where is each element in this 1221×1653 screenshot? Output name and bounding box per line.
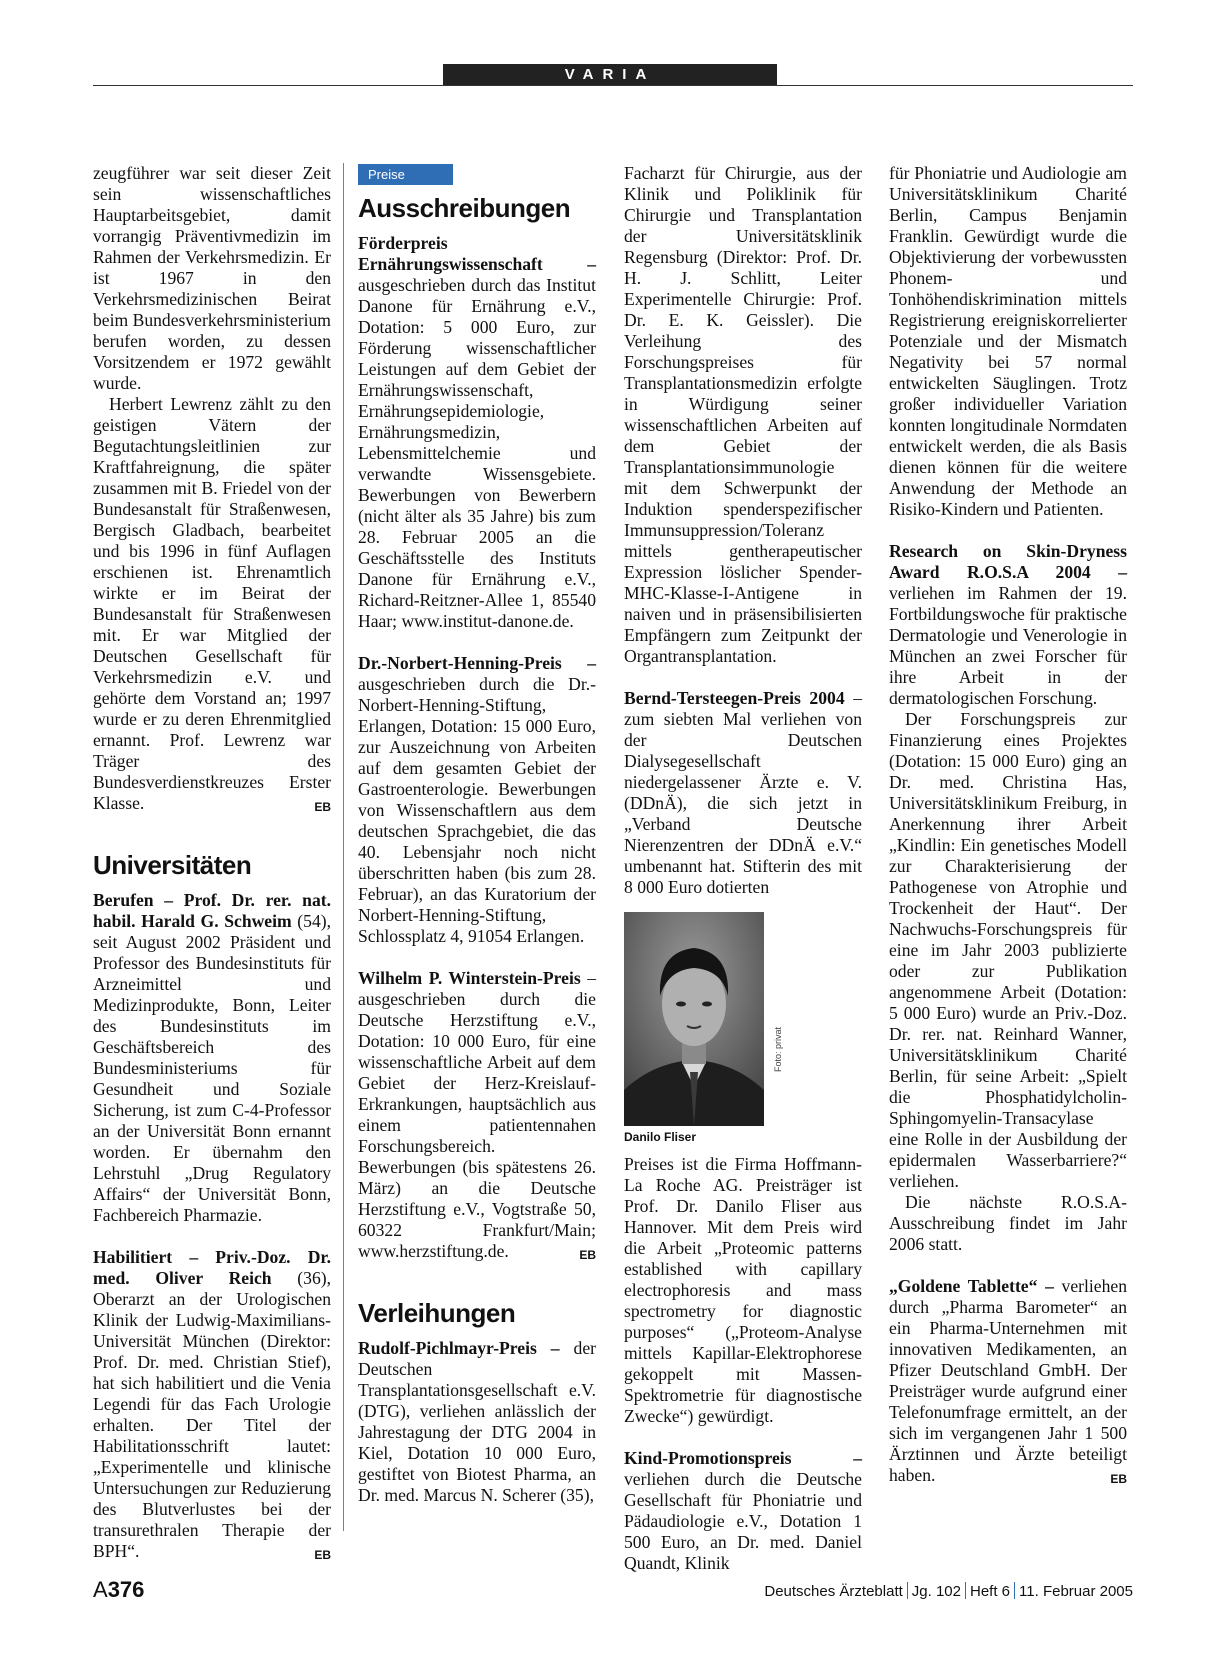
pichlmayr-title: Rudolf-Pichlmayr-Preis –: [358, 1338, 560, 1358]
page-number-value: 376: [107, 1577, 145, 1602]
page-prefix: A: [93, 1577, 108, 1602]
rosa-entry: [889, 541, 1127, 709]
henning-title: Dr.-Norbert-Henning-Preis –: [358, 653, 596, 673]
column-4: [889, 163, 1127, 1490]
portrait-image: [624, 912, 764, 1126]
photo-caption: Danilo Fliser: [624, 1130, 697, 1144]
journal-volume: Jg. 102: [911, 1583, 961, 1600]
habilitiert-entry: [93, 1247, 331, 1562]
portrait-photo: [624, 912, 764, 1126]
foerderpreis-title: Förderpreis Ernährungswissenschaft –: [358, 233, 596, 274]
rosa-title: Research on Skin-Dryness Award R.O.S.A 2004 –: [889, 541, 1127, 582]
fliser-text: Preises ist die Firma Hoffmann-La Roche AG. Preisträger ist Prof. Dr. Danilo Fliser aus Hannover. Mit dem Preis wird die Arbeit „Proteomic patterns established with capillary electrophoresis and mass spectrometry for diagnostic purposes“ („Proteom-Analyse mittels Kapillar-Elektrophorese gekoppelt mit Massen-Spektrometrie für diagnostische Zwecke“) gewürdigt.: [624, 1154, 862, 1426]
foerderpreis-entry: [358, 233, 596, 632]
foerderpreis-body: ausgeschrieben durch das Institut Danone für Ernährung e.V., Dotation: 5 000 Euro, zur Förderung wissenschaftlicher Leistungen auf dem Gebiet der Ernährungswissenschaft, Ernährungsepidemiologie, Ernährungsmedizin, Lebensmittelchemie und verwandte Wissensgebiete. Bewerbungen von Bewerbern (nicht älter als 35 Jahre) bis zum 28. Februar 2005 an die Geschäftsstelle des Instituts Danone für Ernährung e.V., Richard-Reitzner-Allee 1, 85540 Haar; www.institut-danone.de.: [358, 275, 596, 631]
habilitiert-title: Habilitiert – Priv.-Doz. Dr. med. Oliver Reich: [93, 1247, 331, 1288]
kind-promotionspreis-entry: [624, 1448, 862, 1574]
winterstein-entry: [358, 968, 596, 1262]
footer-separator: [907, 1582, 908, 1599]
footer-separator: [965, 1582, 966, 1599]
rosa-next: Die nächste R.O.S.A-Ausschreibung findet im Jahr 2006 statt.: [889, 1192, 1127, 1254]
tersteegen-title: Bernd-Tersteegen-Preis 2004: [624, 688, 845, 708]
tersteegen-body: – zum siebten Mal verliehen von der Deutschen Dialysegesellschaft niedergelassener Ärzte e. V. (DDnÄ), die sich jetzt in „Verband Deutsche Nierenzentren der DDnÄ e.V.“ umbenannt hat. Stifterin des mit 8 000 Euro dotierten: [624, 688, 862, 897]
journal-issue: Heft 6: [970, 1583, 1011, 1600]
author-initials: EB: [579, 1248, 596, 1262]
author-initials: EB: [314, 800, 331, 814]
goldene-tablette-entry: [889, 1276, 1127, 1486]
quandt-text: für Phoniatrie und Audiologie am Universitätsklinikum Charité Berlin, Campus Benjamin Franklin. Gewürdigt wurde die Objektivierung der vorbewussten Phonem- und Tonhöhendiskrimination mittels Registrierung ereigniskorrelierter Potenziale und der Mismatch Negativity bei 57 normal entwickelten Säuglingen. Trotz großer individueller Variation konnten longitudinale Normdaten entwickelt werden, die als Basis dienen können für die weitere Anwendung der Methode an Risiko-Kindern und Patienten.: [889, 163, 1127, 519]
lewrenz-text-2-body: Herbert Lewrenz zählt zu den geistigen Vätern der Begutachtungsleitlinien zur Kraftfahreignung, die später zusammen mit B. Friedel von der Bundesanstalt für Straßenwesen, Bergisch Gladbach, bearbeitet und bis 1996 in fünf Auflagen erschienen ist. Ehrenamtlich wirkte er im Beirat der Bundesanstalt für Straßenwesen mit. Er war Mitglied der Deutschen Gesellschaft für Verkehrsmedizin e.V. und gehörte dem Vorstand an; 1997 wurde er zu deren Ehrenmitglied ernannt. Prof. Lewrenz war Träger des Bundesverdienstkreuzes Erster Klasse.: [93, 394, 331, 813]
rosa-details: Der Forschungspreis zur Finanzierung eines Projektes (Dotation: 15 000 Euro) ging an Dr. med. Christina Has, Universitätsklinikum Freiburg, in Anerkennung ihrer Arbeit „Kindlin: Ein genetisches Modell zur Charakterisierung der Pathogenese von Atrophie und Trockenheit der Haut“. Der Nachwuchs-Forschungspreis für eine im Jahr 2003 publizierte oder zur Publikation angenommene Arbeit (Dotation: 5 000 Euro) wurde an Priv.-Doz. Dr. rer. nat. Reinhard Wanner, Universitätsklinikum Charité Berlin, für seine Arbeit: „Spielt die Phosphatidylcholin-Sphingomyelin-Transacylase eine Rolle in der Ausbildung der epidermalen Wasserbarriere?“ verliehen.: [889, 709, 1127, 1191]
heading-universitaeten: Universitäten: [93, 850, 252, 880]
section-header: VARIA: [443, 64, 777, 85]
journal-date: 11. Februar 2005: [1019, 1583, 1133, 1600]
footer-separator: [1014, 1582, 1015, 1599]
column-divider: [343, 163, 344, 1531]
heading-verleihungen: Verleihungen: [358, 1298, 516, 1328]
lewrenz-text-2: [93, 394, 331, 814]
berufen-entry: [93, 890, 331, 1226]
pichlmayr-body: der Deutschen Transplantationsgesellschaft e.V. (DTG), verliehen anlässlich der Jahrestagung der DTG 2004 in Kiel, Dotation 10 000 Euro, gestiftet von Biotest Pharma, an Dr. med. Marcus N. Scherer (35),: [358, 1338, 596, 1505]
author-initials: EB: [1110, 1472, 1127, 1486]
winterstein-body: – ausgeschrieben durch die Deutsche Herzstiftung e.V., Dotation: 10 000 Euro, für eine wissenschaftliche Arbeit auf dem Gebiet der Herz-Kreislauf-Erkrankungen, hauptsächlich aus einem patientennahen Forschungsbereich. Bewerbungen (bis spätestens 26. März) an die Deutsche Herzstiftung e.V., Vogtstraße 50, 60322 Frankfurt/Main; www.herzstiftung.de.: [358, 968, 596, 1261]
goldene-tablette-body: verliehen durch „Pharma Barometer“ an ein Pharma-Unternehmen mit innovativen Medikamenten, an Pfizer Deutschland GmbH. Der Preisträger wurde aufgrund einer Telefonumfrage ermittelt, an der sich im vergangenen Jahr 1 500 Ärztinnen und Ärzte beteiligt haben.: [889, 1276, 1127, 1485]
footer-citation: [764, 1582, 1133, 1600]
habilitiert-body: (36), Oberarzt an der Urologischen Klinik der Ludwig-Maximilians-Universität München (Direktor: Prof. Dr. med. Christian Stief), hat sich habilitiert und die Venia Legendi für das Fach Urologie erhalten. Der Titel der Habilitationsschrift lautet: „Experimentelle und klinische Untersuchungen zur Reduzierung des Blutverlustes bei der transurethralen Therapie der BPH“.: [93, 1268, 331, 1561]
winterstein-title: Wilhelm P. Winterstein-Preis: [358, 968, 581, 988]
henning-entry: [358, 653, 596, 947]
column-3: [624, 163, 862, 1574]
heading-ausschreibungen: Ausschreibungen: [358, 193, 571, 223]
column-2: [358, 163, 596, 1506]
page-number: [93, 1577, 144, 1603]
henning-body: ausgeschrieben durch die Dr.-Norbert-Henning-Stiftung, Erlangen, Dotation: 15 000 Euro, zur Auszeichnung von Arbeiten auf dem gesamten Gebiet der Gastroenterologie. Bewerbungen von Wissenschaftlern aus dem deutschen Sprachgebiet, die das 40. Lebensjahr noch nicht überschritten haben (bis zum 28. Februar), an das Kuratorium der Norbert-Henning-Stiftung, Schlossplatz 4, 91054 Erlangen.: [358, 674, 596, 946]
goldene-tablette-title: „Goldene Tablette“ –: [889, 1276, 1054, 1296]
lewrenz-text-1: zeugführer war seit dieser Zeit sein wissenschaftliches Hauptarbeitsgebiet, damit vorrangig Präventivmedizin im Rahmen der Verkehrsmedizin. Er ist 1967 in den Verkehrsmedizinischen Beirat beim Bundesverkehrsministerium berufen worden, zu dessen Vorsitzendem er 1972 gewählt wurde.: [93, 163, 331, 393]
category-tag-preise: Preise: [358, 164, 453, 185]
rosa-body: verliehen im Rahmen der 19. Fortbildungswoche für praktische Dermatologie und Venerologie in München an zwei Forscher für ihre Arbeit in der dermatologischen Forschung.: [889, 583, 1127, 708]
author-initials: EB: [314, 1548, 331, 1562]
header-rule: [93, 85, 1133, 86]
pichlmayr-entry: [358, 1338, 596, 1506]
kind-promotionspreis-body: verliehen durch die Deutsche Gesellschaft für Phoniatrie und Pädaudiologie e.V., Dotation 1 500 Euro, an Dr. med. Daniel Quandt, Klinik: [624, 1469, 862, 1573]
portrait-figure: [624, 912, 862, 1146]
journal-name: Deutsches Ärzteblatt: [764, 1583, 903, 1600]
berufen-title: Berufen – Prof. Dr. rer. nat. habil. Harald G. Schweim: [93, 890, 331, 931]
scherer-text: Facharzt für Chirurgie, aus der Klinik und Poliklinik für Chirurgie und Transplantation der Universitätsklinik Regensburg (Direktor: Prof. Dr. H. J. Schlitt, Leiter Experimentelle Chirurgie: Prof. Dr. E. K. Geissler). Die Verleihung des Forschungspreises für Transplantationsmedizin erfolgte in Würdigung seiner wissenschaftlichen Arbeiten auf dem Gebiet der Transplantationsimmunologie mit dem Schwerpunkt der Induktion spenderspezifischer Immunsuppression/Toleranz mittels gentherapeutischer Expression löslicher Spender-MHC-Klasse-I-Antigene in naiven und in präsensibilisierten Empfängern zum Zeitpunkt der Organtransplantation.: [624, 163, 862, 666]
berufen-body: (54), seit August 2002 Präsident und Professor des Bundesinstituts für Arzneimittel und Medizinprodukte, Bonn, Leiter des Bundesinstituts im Geschäftsbereich des Bundesministeriums für Gesundheit und Soziale Sicherung, ist zum C-4-Professor an der Universität Bonn ernannt worden. Er übernahm den Lehrstuhl „Drug Regulatory Affairs“ der Universität Bonn, Fachbereich Pharmazie.: [93, 911, 331, 1225]
photo-credit: Foto: privat: [773, 1026, 783, 1072]
kind-promotionspreis-title: Kind-Promotionspreis –: [624, 1448, 862, 1468]
tersteegen-entry: [624, 688, 862, 898]
column-1: [93, 163, 331, 1566]
